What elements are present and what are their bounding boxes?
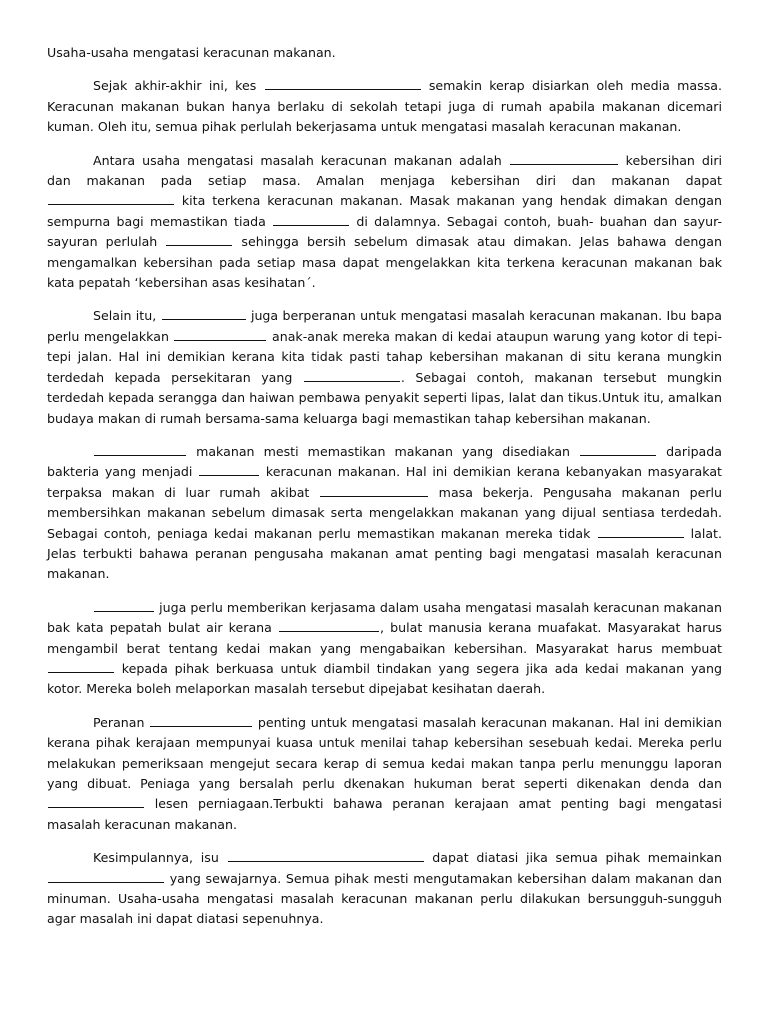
paragraph-text: daripada bakteria yang menjadi <box>47 443 722 480</box>
paragraph-text: penting untuk mengatasi masalah keracunan makanan. Hal ini demikian kerana pihak kerajaan mempunyai kuasa untuk menilai tahap kebersihan sesebuah kedai. Mereka perlu melakukan pemeriksaan mengejut secara kerap di semua kedai makan tanpa perlu menunggu laporan yang dibuat. Peniaga yang bersalah perlu dkenakan hukuman berat seperti dikenakan denda dan <box>47 714 722 791</box>
paragraph <box>47 306 722 428</box>
fill-in-blank <box>279 618 379 632</box>
paragraph <box>47 598 722 700</box>
paragraph-text: lesen perniagaan.Terbukti bahawa peranan kerajaan amat penting bagi mengatasi masalah keracunan makanan. <box>47 796 722 832</box>
fill-in-blank <box>150 713 252 727</box>
fill-in-blank <box>94 598 154 612</box>
paragraph <box>47 76 722 137</box>
fill-in-blank <box>166 232 232 246</box>
paragraph-text: . Sebagai contoh, makanan tersebut mungkin terdedah kepada serangga dan haiwan pembawa penyakit seperti lipas, lalat dan tikus.Untuk itu, amalkan budaya makan di rumah bersama-sama keluarga bagi memastikan tahap kebersihan makanan. <box>47 369 722 426</box>
paragraph-text: di dalamnya. Sebagai contoh, buah- buahan dan sayur-sayuran perlulah <box>47 213 722 250</box>
paragraph <box>47 848 722 930</box>
paragraph-text: juga berperanan untuk mengatasi masalah keracunan makanan. Ibu bapa perlu mengelakkan <box>47 308 722 344</box>
document-page <box>47 43 722 943</box>
paragraph-text: lalat. Jelas terbukti bahawa peranan pengusaha makanan amat penting bagi mengatasi masalah keracunan makanan. <box>47 525 722 582</box>
paragraph-text: kepada pihak berkuasa untuk diambil tindakan yang segera jika ada kedai makanan yang kotor. Mereka boleh melaporkan masalah tersebut dipejabat kesihatan daerah. <box>47 660 722 697</box>
fill-in-blank <box>48 794 144 808</box>
fill-in-blank <box>199 462 259 476</box>
fill-in-blank <box>304 368 400 382</box>
paragraph-text: dapat diatasi jika semua pihak memainkan <box>424 850 723 866</box>
paragraph <box>47 713 722 835</box>
fill-in-blank <box>510 151 618 165</box>
paragraph-text: anak-anak mereka makan di kedai ataupun warung yang kotor di tepi-tepi jalan. Hal ini demikian kerana kita tidak pasti tahap kebersihan makanan di situ kerana mungkin terdedah kepada persekitaran yang <box>47 328 722 385</box>
fill-in-blank <box>273 212 349 226</box>
fill-in-blank <box>598 524 684 538</box>
paragraph <box>47 442 722 585</box>
document-title: Usaha-usaha mengatasi keracunan makanan. <box>47 45 336 60</box>
paragraph <box>47 151 722 294</box>
paragraph-text: kebersihan diri dan makanan pada setiap masa. Amalan menjaga kebersihan diri dan makanan dapat <box>47 152 722 189</box>
paragraph-text: Selain itu, <box>93 308 161 324</box>
paragraph-text: Antara usaha mengatasi masalah keracunan makanan adalah <box>93 152 509 168</box>
paragraph-text: Peranan <box>93 714 150 730</box>
fill-in-blank <box>580 442 656 456</box>
paragraph-text: kita terkena keracunan makanan. Masak makanan yang hendak dimakan dengan sempurna bagi memastikan tiada <box>47 193 722 229</box>
paragraph-text: sehingga bersih sebelum dimasak atau dimakan. Jelas bahawa dengan mengamalkan kebersihan pada setiap masa dapat mengelakkan kita terkena keracunan makanan bak kata pepatah ‘kebersihan asas kesihatan´. <box>47 234 722 291</box>
paragraph-text: Kesimpulannya, isu <box>93 850 227 866</box>
paragraph-text: keracunan makanan. Hal ini demikian kerana kebanyakan masyarakat terpaksa makan di luar rumah akibat <box>47 464 722 500</box>
fill-in-blank <box>48 659 114 673</box>
fill-in-blank <box>162 306 246 320</box>
paragraph-text: yang sewajarnya. Semua pihak mesti mengutamakan kebersihan dalam makanan dan minuman. Usaha-usaha mengatasi masalah keracunan makanan perlu dilakukan bersungguh-sungguh agar masalah ini dapat diatasi sepenuhnya. <box>47 870 722 927</box>
paragraph-text: makanan mesti memastikan makanan yang disediakan <box>187 443 580 459</box>
paragraph-text: masa bekerja. Pengusaha makanan perlu membersihkan makanan sebelum dimasak serta mengelakkan makanan yang dijual sentiasa terdedah. Sebagai contoh, peniaga kedai makanan perlu memastikan makanan mereka tidak <box>47 484 722 541</box>
fill-in-blank <box>320 483 428 497</box>
paragraph-text: Sejak akhir-akhir ini, kes <box>93 78 264 94</box>
fill-in-blank <box>48 869 164 883</box>
fill-in-blank <box>228 848 424 862</box>
fill-in-blank <box>174 327 266 341</box>
fill-in-blank <box>94 442 186 456</box>
paragraph-text: , bulat manusia kerana muafakat. Masyarakat harus mengambil berat tentang kedai makan yang mengabaikan kebersihan. Masyarakat harus membuat <box>47 620 722 656</box>
document-body <box>47 76 722 929</box>
paragraph-text: juga perlu memberikan kerjasama dalam usaha mengatasi masalah keracunan makanan bak kata pepatah bulat air kerana <box>47 599 722 636</box>
fill-in-blank <box>48 191 174 205</box>
paragraph-text: semakin kerap disiarkan oleh media massa. Keracunan makanan bukan hanya berlaku di sekolah tetapi juga di rumah apabila makanan dicemari kuman. Oleh itu, semua pihak perlulah bekerjasama untuk mengatasi masalah keracunan makanan. <box>47 78 722 135</box>
fill-in-blank <box>265 76 421 90</box>
